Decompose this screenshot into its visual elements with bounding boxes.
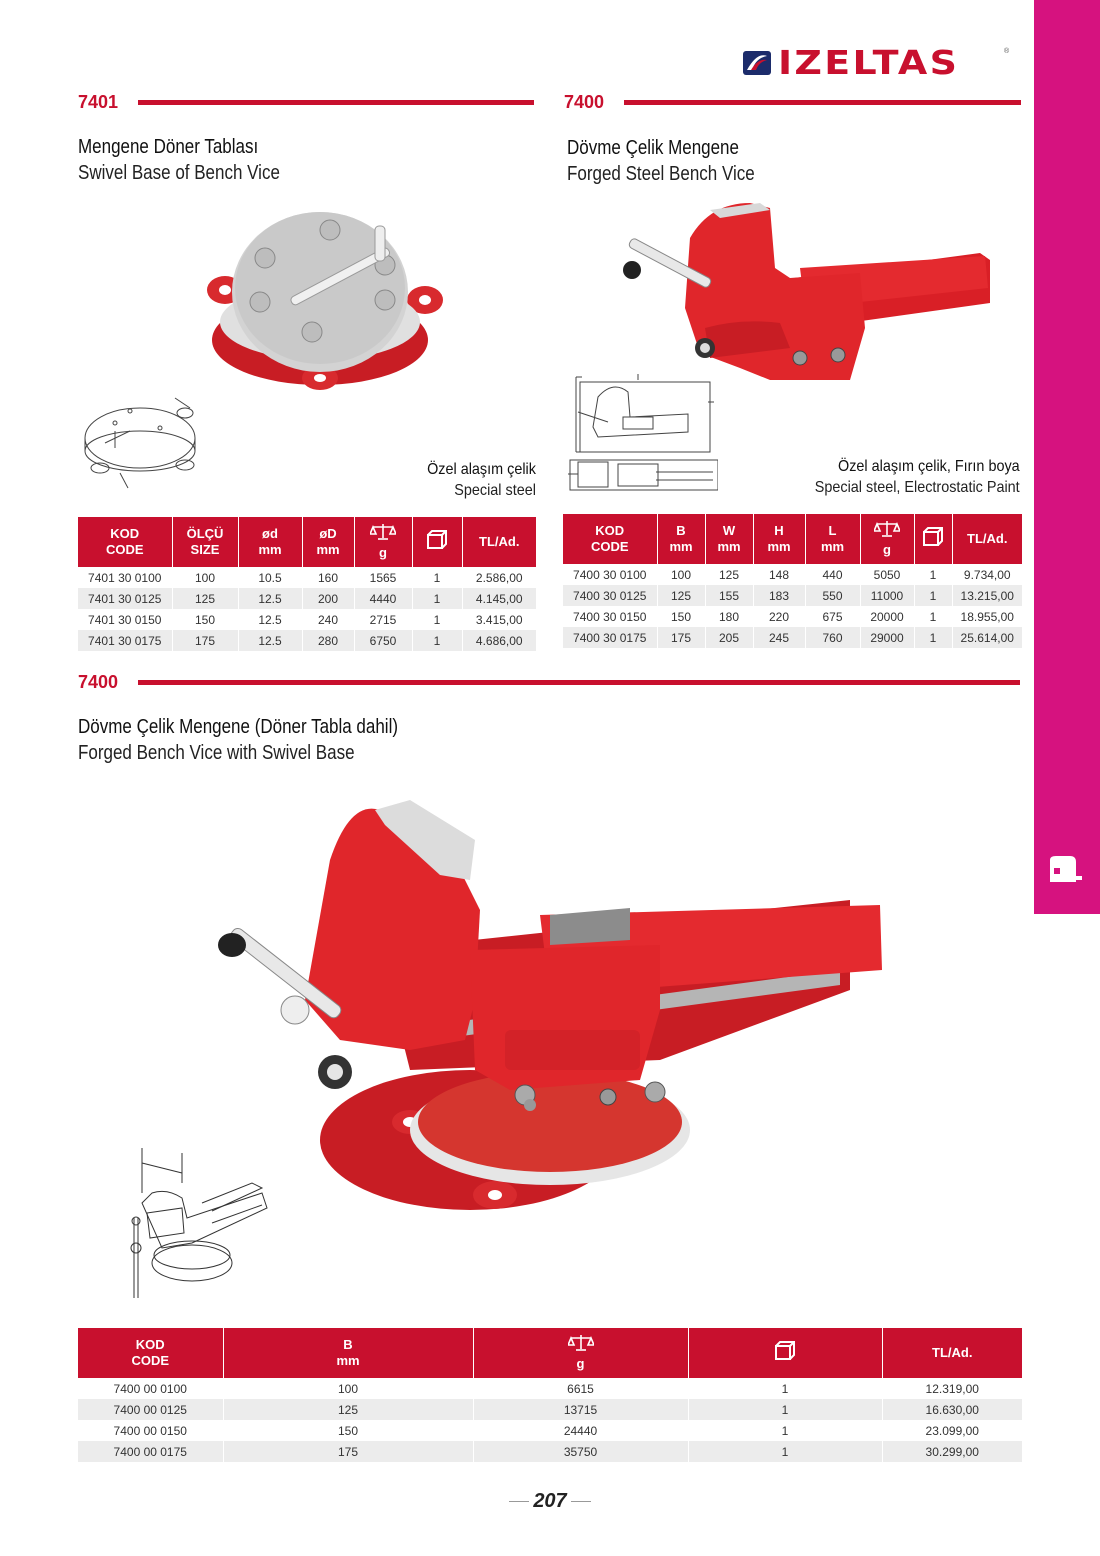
- product-title-en: Forged Bench Vice with Swivel Base: [78, 742, 355, 764]
- column-header-top: B: [676, 523, 686, 538]
- table-cell: 150: [657, 606, 705, 627]
- column-header: [473, 1328, 688, 1378]
- table-cell: 1: [412, 609, 462, 630]
- table-cell: 1: [914, 564, 952, 585]
- table-cell: 183: [753, 585, 805, 606]
- bench-vice-photo: [620, 198, 995, 388]
- section-code: 7400: [564, 91, 605, 112]
- section-7400-header: [564, 91, 1021, 113]
- column-header: [223, 1328, 473, 1378]
- material-en: Special steel, Electrostatic Paint: [815, 479, 1020, 496]
- table-cell: 2.586,00: [462, 567, 536, 588]
- box-icon: [426, 530, 448, 550]
- box-icon: [922, 527, 944, 547]
- table-cell: 10.5: [238, 567, 302, 588]
- section-divider: [138, 100, 534, 105]
- column-header-top: TL/Ad.: [932, 1345, 973, 1360]
- table-row: [78, 630, 536, 651]
- registered-mark: ®: [1004, 48, 1010, 55]
- table-cell: 7400 00 0125: [78, 1399, 223, 1420]
- column-header: [78, 517, 172, 567]
- table-row: [78, 588, 536, 609]
- column-header-bottom: mm: [336, 1353, 360, 1368]
- table-cell: 125: [223, 1399, 473, 1420]
- table-cell: 7400 30 0175: [563, 627, 657, 648]
- table-cell: 150: [223, 1420, 473, 1441]
- scale-icon: [568, 1334, 594, 1352]
- section-code: 7401: [78, 91, 119, 112]
- column-header-bottom: g: [883, 542, 891, 557]
- table-row: [78, 1378, 1022, 1399]
- tape-measure-icon: [1046, 854, 1086, 884]
- column-header-bottom: mm: [258, 542, 282, 557]
- swivel-base-photo: [200, 210, 450, 395]
- table-cell: 200: [302, 588, 354, 609]
- product-table-7400-swivel: [78, 1328, 1022, 1462]
- table-cell: 12.5: [238, 630, 302, 651]
- column-header-bottom: mm: [669, 539, 693, 554]
- material-en: Special steel: [454, 482, 536, 499]
- table-cell: 2715: [354, 609, 412, 630]
- table-cell: 6615: [473, 1378, 688, 1399]
- table-cell: 16.630,00: [882, 1399, 1022, 1420]
- table-cell: 4440: [354, 588, 412, 609]
- table-cell: 12.5: [238, 609, 302, 630]
- table-cell: 1: [412, 567, 462, 588]
- table-header-row: [78, 1328, 1022, 1378]
- brand-logo: [742, 43, 1012, 82]
- table-cell: 25.614,00: [952, 627, 1022, 648]
- table-cell: 245: [753, 627, 805, 648]
- column-header-top: KOD: [135, 1337, 165, 1352]
- column-header-top: W: [722, 523, 736, 538]
- column-header: [805, 514, 860, 564]
- table-cell: 12.5: [238, 588, 302, 609]
- table-cell: 13.215,00: [952, 585, 1022, 606]
- table-cell: 4.686,00: [462, 630, 536, 651]
- material-spec: [415, 461, 536, 500]
- table-cell: 7400 30 0125: [563, 585, 657, 606]
- section-7400-swivel-header: [78, 671, 1020, 693]
- column-header-top: ÖLÇÜ: [186, 526, 224, 541]
- column-header: [172, 517, 238, 567]
- table-cell: 180: [705, 606, 753, 627]
- section-divider: [138, 680, 1020, 685]
- column-header-bottom: mm: [820, 539, 845, 554]
- column-header-top: KOD: [110, 526, 140, 541]
- chapter-side-tab: [1034, 0, 1100, 914]
- product-table-7401: [78, 517, 536, 651]
- column-header-top: KOD: [595, 523, 625, 538]
- column-header: [882, 1328, 1022, 1378]
- table-cell: 100: [223, 1378, 473, 1399]
- scale-icon: [370, 523, 396, 541]
- table-cell: 1: [688, 1399, 882, 1420]
- table-header-row: [78, 517, 536, 567]
- table-cell: 125: [705, 564, 753, 585]
- table-row: [78, 1420, 1022, 1441]
- table-cell: 240: [302, 609, 354, 630]
- table-cell: 150: [172, 609, 238, 630]
- column-header: [563, 514, 657, 564]
- table-cell: 440: [805, 564, 860, 585]
- table-cell: 175: [172, 630, 238, 651]
- product-title-tr: Dövme Çelik Mengene (Döner Tabla dahil): [78, 716, 399, 738]
- column-header: [354, 517, 412, 567]
- column-header-bottom: SIZE: [190, 542, 220, 557]
- table-cell: 30.299,00: [882, 1441, 1022, 1462]
- column-header-top: TL/Ad.: [967, 531, 1008, 546]
- column-header-top: TL/Ad.: [479, 534, 520, 549]
- column-header: [462, 517, 536, 567]
- swivel-bench-vice-photo: [210, 800, 900, 1225]
- table-cell: 7401 30 0175: [78, 630, 172, 651]
- table-cell: 18.955,00: [952, 606, 1022, 627]
- column-header: [412, 517, 462, 567]
- table-cell: 12.319,00: [882, 1378, 1022, 1399]
- product-title-tr: Dövme Çelik Mengene: [567, 137, 739, 159]
- table-cell: 1: [688, 1441, 882, 1462]
- column-header: [302, 517, 354, 567]
- table-cell: 7400 30 0100: [563, 564, 657, 585]
- column-header-bottom: CODE: [105, 542, 144, 557]
- column-header-bottom: CODE: [131, 1353, 170, 1368]
- table-cell: 1: [412, 588, 462, 609]
- table-cell: 1: [688, 1420, 882, 1441]
- product-table-7400: [563, 514, 1022, 648]
- table-cell: 220: [753, 606, 805, 627]
- table-cell: 100: [657, 564, 705, 585]
- table-cell: 23.099,00: [882, 1420, 1022, 1441]
- table-cell: 7401 30 0100: [78, 567, 172, 588]
- column-header-bottom: mm: [717, 539, 741, 554]
- table-cell: 24440: [473, 1420, 688, 1441]
- brand-logo-mark-icon: [742, 48, 772, 78]
- table-cell: 11000: [860, 585, 914, 606]
- column-header-top: L: [828, 523, 837, 538]
- product-title-en: Swivel Base of Bench Vice: [78, 162, 280, 184]
- table-cell: 148: [753, 564, 805, 585]
- table-cell: 7400 30 0150: [563, 606, 657, 627]
- table-cell: 1: [914, 585, 952, 606]
- column-header: [914, 514, 952, 564]
- table-cell: 7400 00 0175: [78, 1441, 223, 1462]
- column-header: [705, 514, 753, 564]
- table-cell: 29000: [860, 627, 914, 648]
- material-spec: [792, 458, 1020, 497]
- section-divider: [624, 100, 1021, 105]
- column-header: [238, 517, 302, 567]
- column-header-top: B: [343, 1337, 353, 1352]
- table-row: [78, 609, 536, 630]
- table-cell: 9.734,00: [952, 564, 1022, 585]
- column-header-bottom: mm: [316, 542, 340, 557]
- table-cell: 155: [705, 585, 753, 606]
- table-cell: 160: [302, 567, 354, 588]
- table-row: [78, 1441, 1022, 1462]
- column-header: [753, 514, 805, 564]
- table-cell: 205: [705, 627, 753, 648]
- table-cell: 13715: [473, 1399, 688, 1420]
- table-cell: 125: [172, 588, 238, 609]
- table-cell: 35750: [473, 1441, 688, 1462]
- table-cell: 175: [223, 1441, 473, 1462]
- table-cell: 550: [805, 585, 860, 606]
- table-cell: 125: [657, 585, 705, 606]
- table-cell: 5050: [860, 564, 914, 585]
- material-tr: Özel alaşım çelik, Fırın boya: [838, 458, 1020, 475]
- table-cell: 175: [657, 627, 705, 648]
- table-row: [78, 1399, 1022, 1420]
- table-cell: 4.145,00: [462, 588, 536, 609]
- swivel-base-technical-drawing: [80, 393, 205, 493]
- table-row: [563, 564, 1022, 585]
- product-title-tr: Mengene Döner Tablası: [78, 136, 259, 158]
- table-cell: 280: [302, 630, 354, 651]
- table-cell: 6750: [354, 630, 412, 651]
- table-cell: 1: [914, 606, 952, 627]
- table-cell: 675: [805, 606, 860, 627]
- column-header: [860, 514, 914, 564]
- table-cell: 7400 00 0150: [78, 1420, 223, 1441]
- table-cell: 1: [412, 630, 462, 651]
- swivel-vice-technical-drawing: [122, 1143, 272, 1303]
- table-cell: 760: [805, 627, 860, 648]
- table-cell: 7401 30 0150: [78, 609, 172, 630]
- column-header-bottom: g: [379, 545, 387, 560]
- section-7401-header: [78, 91, 534, 113]
- table-cell: 7401 30 0125: [78, 588, 172, 609]
- column-header-bottom: mm: [767, 539, 791, 554]
- table-row: [563, 627, 1022, 648]
- page-number-text: 207: [533, 1490, 567, 1512]
- table-cell: 20000: [860, 606, 914, 627]
- column-header: [657, 514, 705, 564]
- table-cell: 7400 00 0100: [78, 1378, 223, 1399]
- page-number: [0, 1490, 1100, 1513]
- bench-vice-technical-drawing: [568, 372, 718, 497]
- table-row: [563, 606, 1022, 627]
- column-header: [952, 514, 1022, 564]
- table-row: [78, 567, 536, 588]
- table-cell: 100: [172, 567, 238, 588]
- column-header: [78, 1328, 223, 1378]
- brand-name: IZELTAS: [778, 43, 960, 82]
- table-cell: 3.415,00: [462, 609, 536, 630]
- column-header-bottom: CODE: [590, 539, 629, 554]
- column-header-top: øD: [319, 526, 337, 541]
- table-header-row: [563, 514, 1022, 564]
- table-cell: 1565: [354, 567, 412, 588]
- material-tr: Özel alaşım çelik: [427, 461, 536, 478]
- product-title-en: Forged Steel Bench Vice: [567, 163, 755, 185]
- section-code: 7400: [78, 671, 119, 692]
- column-header: [688, 1328, 882, 1378]
- table-row: [563, 585, 1022, 606]
- scale-icon: [874, 520, 900, 538]
- column-header-bottom: g: [576, 1356, 585, 1371]
- column-header-top: ød: [262, 526, 278, 541]
- table-cell: 1: [914, 627, 952, 648]
- column-header-top: H: [774, 523, 784, 538]
- table-cell: 1: [688, 1378, 882, 1399]
- box-icon: [774, 1341, 796, 1361]
